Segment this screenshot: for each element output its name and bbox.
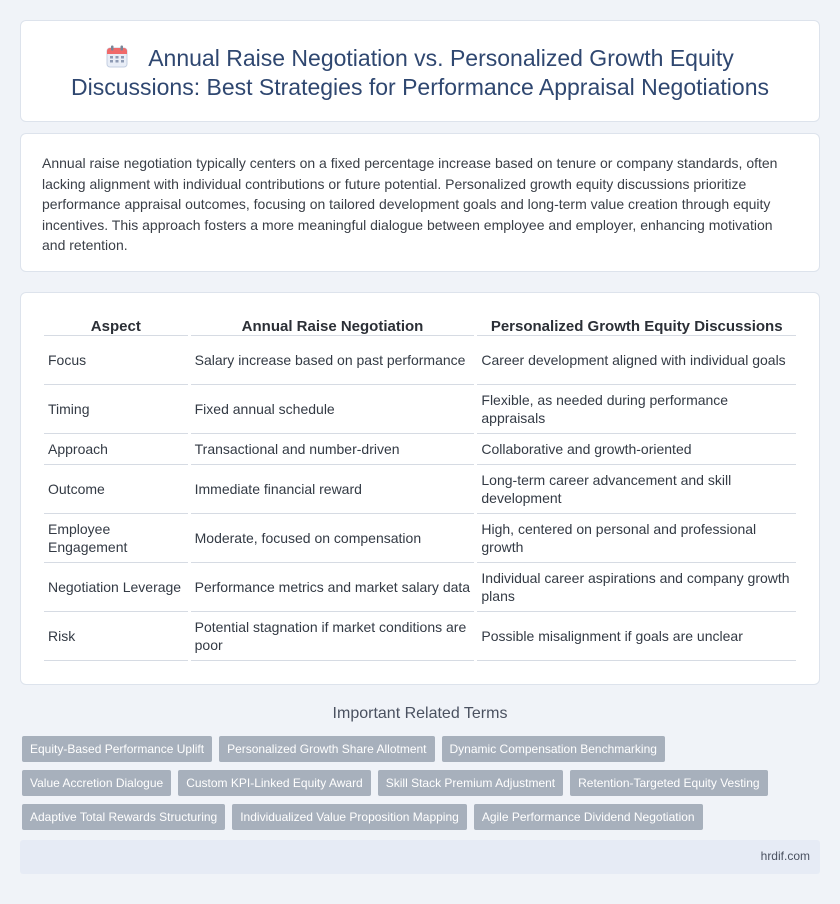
table-cell: Outcome [44, 465, 188, 514]
table-cell: Moderate, focused on compensation [191, 514, 475, 563]
related-term-tag[interactable]: Custom KPI-Linked Equity Award [178, 770, 371, 796]
table-cell: Negotiation Leverage [44, 563, 188, 612]
related-term-tag[interactable]: Skill Stack Premium Adjustment [378, 770, 563, 796]
table-cell: Potential stagnation if market conditions are poor [191, 612, 475, 661]
table-row [44, 612, 796, 661]
table-cell: Salary increase based on past performance [191, 336, 475, 385]
header-growth-equity: Personalized Growth Equity Discussions [477, 316, 796, 336]
table-cell: Transactional and number-driven [191, 434, 475, 465]
table-cell: Long-term career advancement and skill development [477, 465, 796, 514]
table-cell: Risk [44, 612, 188, 661]
table-cell: Individual career aspirations and company growth plans [477, 563, 796, 612]
table-cell: Employee Engagement [44, 514, 188, 563]
table-row [44, 514, 796, 563]
table-cell: High, centered on personal and professional growth [477, 514, 796, 563]
related-term-tag[interactable]: Retention-Targeted Equity Vesting [570, 770, 767, 796]
calendar-icon [106, 45, 128, 68]
related-term-tag[interactable]: Value Accretion Dialogue [22, 770, 171, 796]
table-row [44, 563, 796, 612]
table-cell: Performance metrics and market salary data [191, 563, 475, 612]
comparison-table [41, 316, 799, 661]
table-cell: Possible misalignment if goals are unclear [477, 612, 796, 661]
header-aspect: Aspect [44, 316, 188, 336]
title-card [20, 20, 820, 122]
table-row [44, 434, 796, 465]
table-cell: Approach [44, 434, 188, 465]
table-cell: Fixed annual schedule [191, 385, 475, 434]
related-term-tag[interactable]: Adaptive Total Rewards Structuring [22, 804, 225, 830]
table-row [44, 385, 796, 434]
related-term-tag[interactable]: Agile Performance Dividend Negotiation [474, 804, 703, 830]
table-cell: Focus [44, 336, 188, 385]
page-title [51, 44, 789, 102]
table-cell: Collaborative and growth-oriented [477, 434, 796, 465]
intro-paragraph: Annual raise negotiation typically centers on a fixed percentage increase based on tenure or company standards, often lacking alignment with individual contributions or future potential. Personalized growth equity discussions prioritize performance appraisal outcomes, focusing on tailored development goals and long-term value creation through equity incentives. This approach fosters a more meaningful dialogue between employee and employer, enhancing motivation and retention. [42, 155, 778, 253]
table-header-row [44, 316, 796, 336]
table-row [44, 465, 796, 514]
related-term-tag[interactable]: Dynamic Compensation Benchmarking [442, 736, 665, 762]
table-row [44, 336, 796, 385]
related-term-tag[interactable]: Equity-Based Performance Uplift [22, 736, 212, 762]
related-terms-list [22, 736, 782, 830]
comparison-table-card [20, 292, 820, 685]
related-term-tag[interactable]: Personalized Growth Share Allotment [219, 736, 434, 762]
footer [20, 840, 820, 874]
table-cell: Flexible, as needed during performance appraisals [477, 385, 796, 434]
table-cell: Timing [44, 385, 188, 434]
header-annual-raise: Annual Raise Negotiation [191, 316, 475, 336]
table-cell: Immediate financial reward [191, 465, 475, 514]
intro-card [20, 133, 820, 272]
related-terms-heading: Important Related Terms [332, 705, 508, 722]
related-term-tag[interactable]: Individualized Value Proposition Mapping [232, 804, 467, 830]
table-cell: Career development aligned with individual goals [477, 336, 796, 385]
footer-site-link[interactable]: hrdif.com [760, 849, 810, 863]
page-title-text: Annual Raise Negotiation vs. Personalized Growth Equity Discussions: Best Strategies for Performance Appraisal Negotiations [71, 45, 769, 100]
